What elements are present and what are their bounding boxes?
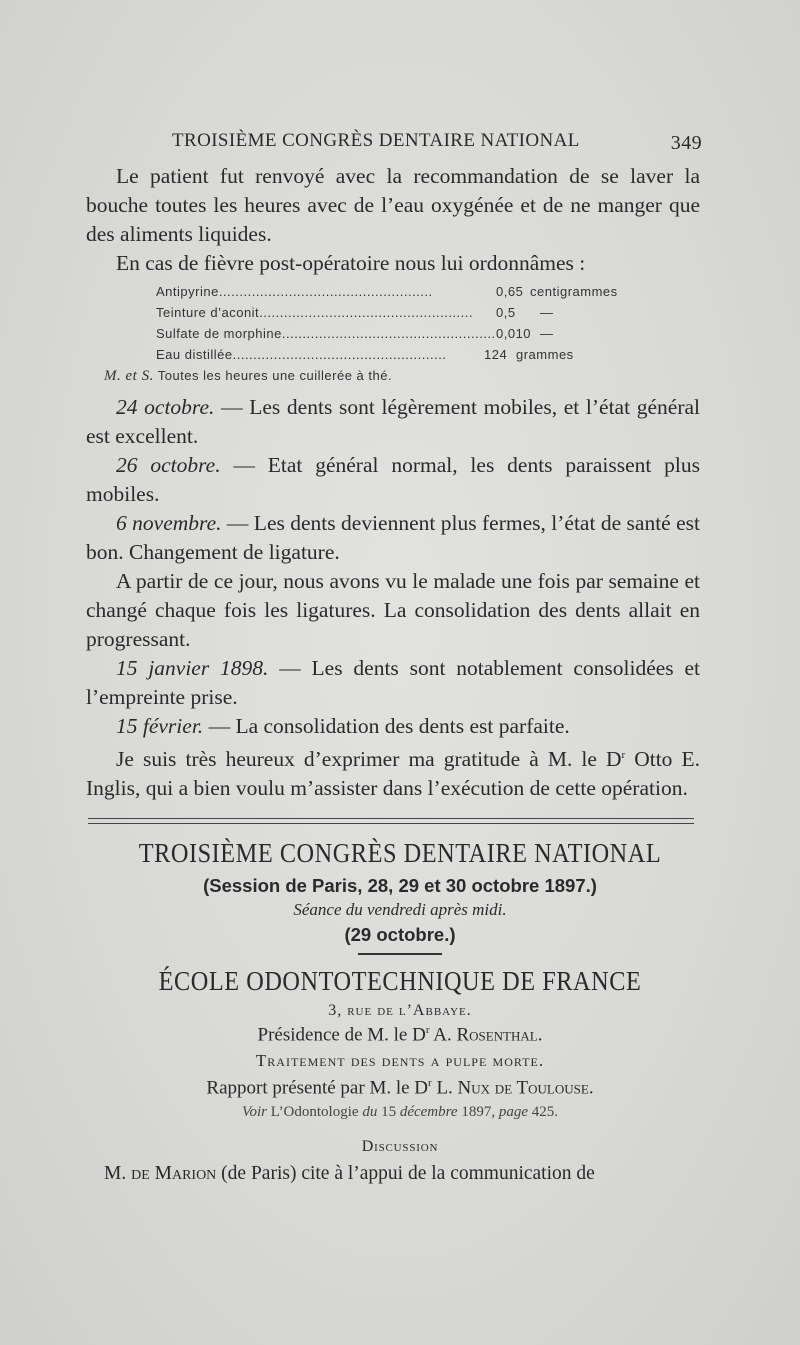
journal-entry: 6 novembre. — Les dents deviennent plus fermes, l’état de santé est bon. Changement de ligature. — [86, 511, 700, 564]
session-line: (Session de Paris, 28, 29 et 30 octobre 1897.) — [203, 875, 597, 896]
short-rule — [358, 953, 442, 955]
drug-name: Teinture d’aconit — [156, 305, 260, 320]
drug-name: Sulfate de morphine — [156, 326, 282, 341]
entry-date: 6 novembre. — [116, 511, 222, 535]
page-number: 349 — [670, 132, 702, 154]
drug-unit: grammes — [516, 347, 574, 362]
paragraph: Le patient fut renvoyé avec la recommandation de se laver la bouche toutes les heures avec de l’eau oxygénée et de ne manger que des aliments liquides. — [86, 164, 700, 246]
drug-quantity: 0,65 — [496, 284, 524, 299]
entry-date: 24 octobre. — [116, 395, 215, 419]
prescription-note — [86, 365, 700, 387]
rapport-line: Rapport présenté par M. le $D^r$ L. Nux de Toulouse. — [206, 1077, 594, 1099]
prescription-item: Sulfate de morphine.................................................... 0,010 — — [86, 323, 700, 344]
paragraph: A partir de ce jour, nous avons vu le malade une fois par semaine et changé chaque fois les ligatures. La consolidation des dents allait en progressant. — [86, 569, 700, 651]
body-text — [86, 162, 700, 803]
entry-date: 15 janvier 1898. — [116, 656, 269, 680]
drug-name: Antipyrine — [156, 284, 219, 299]
note-abbrev: M. et S. — [104, 368, 154, 384]
seance-date: (29 octobre.) — [344, 924, 456, 945]
presidence-line: Présidence de M. le $D^r$ A. Rosenthal. — [257, 1024, 543, 1046]
drug-unit: — — [540, 305, 554, 320]
school-address: 3, rue de l’Abbaye. — [328, 1002, 472, 1019]
prescription — [86, 281, 700, 387]
paragraph: En cas de fièvre post-opératoire nous lui ordonnâmes : — [116, 251, 586, 275]
school-title: ÉCOLE ODONTOTECHNIQUE DE FRANCE — [158, 966, 642, 996]
drug-quantity: 0,010 — [496, 326, 532, 341]
drug-quantity: 0,5 — [496, 305, 516, 320]
running-head-title: TROISIÈME CONGRÈS DENTAIRE NATIONAL — [172, 130, 580, 151]
journal-entry: 15 janvier 1898. — Les dents sont notablement consolidées et l’empreinte prise. — [86, 656, 700, 709]
section-rule — [88, 818, 694, 819]
seance-line: Séance du vendredi après midi. — [293, 900, 507, 919]
prescription-item: Eau distillée.................................................... 124 grammes — [86, 344, 700, 365]
journal-entry: 24 octobre. — Les dents sont légèrement mobiles, et l’état général est excellent. — [86, 395, 700, 448]
paragraph: Je suis très heureux d’exprimer ma gratitude à M. le $D^r$ Otto E. Inglis, qui a bien voulu m’assister dans l’exécution de cette opération. — [86, 747, 700, 801]
entry-date: 26 octobre. — [116, 453, 221, 477]
prescription-item: Antipyrine.................................................... 0,65 centigrammes — [86, 281, 700, 302]
note-text: Toutes les heures une cuillerée à thé. — [157, 368, 393, 383]
section-rule — [88, 823, 694, 824]
journal-entry: 26 octobre. — Etat général normal, les dents paraissent plus mobiles. — [86, 453, 701, 506]
drug-unit: — — [540, 326, 554, 341]
entry-date: 15 février. — [116, 714, 204, 738]
running-head — [172, 130, 702, 156]
drug-name: Eau distillée — [156, 347, 233, 362]
drug-unit: centigrammes — [530, 284, 618, 299]
prescription-item: Teinture d’aconit.................................................... 0,5 — — [86, 302, 700, 323]
drug-quantity: 124 — [484, 347, 508, 362]
discussion-text: M. de Marion (de Paris) cite à l’appui de la communication de — [104, 1163, 595, 1184]
journal-entry: 15 février. — La consolidation des dents est parfaite. — [116, 714, 570, 738]
traitement-line: Traitement des dents a pulpe morte. — [255, 1051, 545, 1070]
section-title: TROISIÈME CONGRÈS DENTAIRE NATIONAL — [138, 838, 662, 868]
discussion-heading: Discussion — [361, 1138, 439, 1155]
voir-line: Voir L’Odontologie du 15 décembre 1897, page 425. — [242, 1104, 558, 1120]
